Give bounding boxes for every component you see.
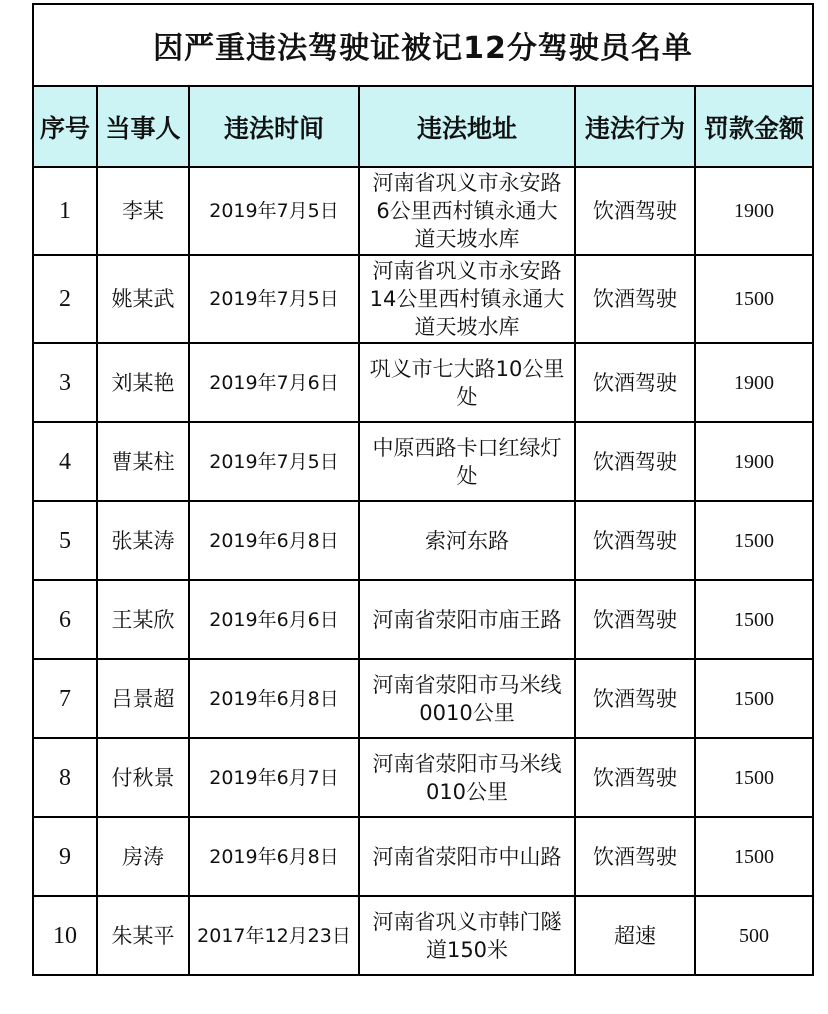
cell-party: 房涛 bbox=[97, 817, 189, 896]
violation-table bbox=[32, 3, 814, 976]
cell-seq: 1 bbox=[33, 167, 97, 255]
header-behavior: 违法行为 bbox=[575, 86, 695, 167]
cell-time: 2019年6月8日 bbox=[189, 659, 359, 738]
cell-behavior: 饮酒驾驶 bbox=[575, 343, 695, 422]
cell-seq: 7 bbox=[33, 659, 97, 738]
cell-fine: 1500 bbox=[695, 255, 813, 343]
header-row bbox=[33, 86, 813, 167]
table-title: 因严重违法驾驶证被记12分驾驶员名单 bbox=[33, 4, 813, 86]
cell-time: 2019年6月8日 bbox=[189, 817, 359, 896]
cell-time: 2019年6月6日 bbox=[189, 580, 359, 659]
cell-party: 朱某平 bbox=[97, 896, 189, 975]
cell-party: 吕景超 bbox=[97, 659, 189, 738]
header-seq: 序号 bbox=[33, 86, 97, 167]
header-party: 当事人 bbox=[97, 86, 189, 167]
table-row bbox=[33, 896, 813, 975]
cell-address: 河南省巩义市永安路14公里西村镇永通大道天坡水库 bbox=[359, 255, 575, 343]
cell-party: 李某 bbox=[97, 167, 189, 255]
cell-party: 张某涛 bbox=[97, 501, 189, 580]
cell-party: 姚某武 bbox=[97, 255, 189, 343]
header-time: 违法时间 bbox=[189, 86, 359, 167]
cell-time: 2019年6月7日 bbox=[189, 738, 359, 817]
cell-time: 2019年7月5日 bbox=[189, 167, 359, 255]
cell-seq: 8 bbox=[33, 738, 97, 817]
cell-seq: 5 bbox=[33, 501, 97, 580]
table-row bbox=[33, 343, 813, 422]
table-row bbox=[33, 817, 813, 896]
cell-behavior: 饮酒驾驶 bbox=[575, 255, 695, 343]
cell-behavior: 饮酒驾驶 bbox=[575, 738, 695, 817]
cell-fine: 1500 bbox=[695, 501, 813, 580]
table-row bbox=[33, 659, 813, 738]
cell-party: 刘某艳 bbox=[97, 343, 189, 422]
cell-time: 2019年7月6日 bbox=[189, 343, 359, 422]
cell-fine: 1500 bbox=[695, 580, 813, 659]
cell-behavior: 饮酒驾驶 bbox=[575, 659, 695, 738]
cell-behavior: 饮酒驾驶 bbox=[575, 580, 695, 659]
header-address: 违法地址 bbox=[359, 86, 575, 167]
cell-address: 索河东路 bbox=[359, 501, 575, 580]
cell-seq: 3 bbox=[33, 343, 97, 422]
cell-time: 2019年7月5日 bbox=[189, 422, 359, 501]
cell-address: 巩义市七大路10公里处 bbox=[359, 343, 575, 422]
cell-fine: 1900 bbox=[695, 422, 813, 501]
table-row bbox=[33, 580, 813, 659]
cell-fine: 1900 bbox=[695, 343, 813, 422]
cell-seq: 6 bbox=[33, 580, 97, 659]
cell-address: 河南省荥阳市庙王路 bbox=[359, 580, 575, 659]
cell-fine: 500 bbox=[695, 896, 813, 975]
cell-fine: 1900 bbox=[695, 167, 813, 255]
table-row bbox=[33, 255, 813, 343]
cell-behavior: 饮酒驾驶 bbox=[575, 817, 695, 896]
cell-behavior: 饮酒驾驶 bbox=[575, 501, 695, 580]
cell-address: 河南省荥阳市中山路 bbox=[359, 817, 575, 896]
cell-party: 王某欣 bbox=[97, 580, 189, 659]
cell-address: 河南省荥阳市马米线010公里 bbox=[359, 738, 575, 817]
cell-behavior: 饮酒驾驶 bbox=[575, 167, 695, 255]
cell-address: 河南省荥阳市马米线0010公里 bbox=[359, 659, 575, 738]
cell-address: 河南省巩义市永安路6公里西村镇永通大道天坡水库 bbox=[359, 167, 575, 255]
cell-seq: 4 bbox=[33, 422, 97, 501]
cell-party: 曹某柱 bbox=[97, 422, 189, 501]
table-row bbox=[33, 422, 813, 501]
cell-behavior: 超速 bbox=[575, 896, 695, 975]
cell-behavior: 饮酒驾驶 bbox=[575, 422, 695, 501]
table-row bbox=[33, 167, 813, 255]
cell-time: 2017年12月23日 bbox=[189, 896, 359, 975]
cell-seq: 9 bbox=[33, 817, 97, 896]
cell-seq: 2 bbox=[33, 255, 97, 343]
cell-fine: 1500 bbox=[695, 817, 813, 896]
header-fine: 罚款金额 bbox=[695, 86, 813, 167]
table-row bbox=[33, 501, 813, 580]
cell-time: 2019年7月5日 bbox=[189, 255, 359, 343]
cell-seq: 10 bbox=[33, 896, 97, 975]
cell-fine: 1500 bbox=[695, 738, 813, 817]
cell-address: 河南省巩义市韩门隧道150米 bbox=[359, 896, 575, 975]
cell-fine: 1500 bbox=[695, 659, 813, 738]
cell-time: 2019年6月8日 bbox=[189, 501, 359, 580]
cell-address: 中原西路卡口红绿灯处 bbox=[359, 422, 575, 501]
table-row bbox=[33, 738, 813, 817]
cell-party: 付秋景 bbox=[97, 738, 189, 817]
